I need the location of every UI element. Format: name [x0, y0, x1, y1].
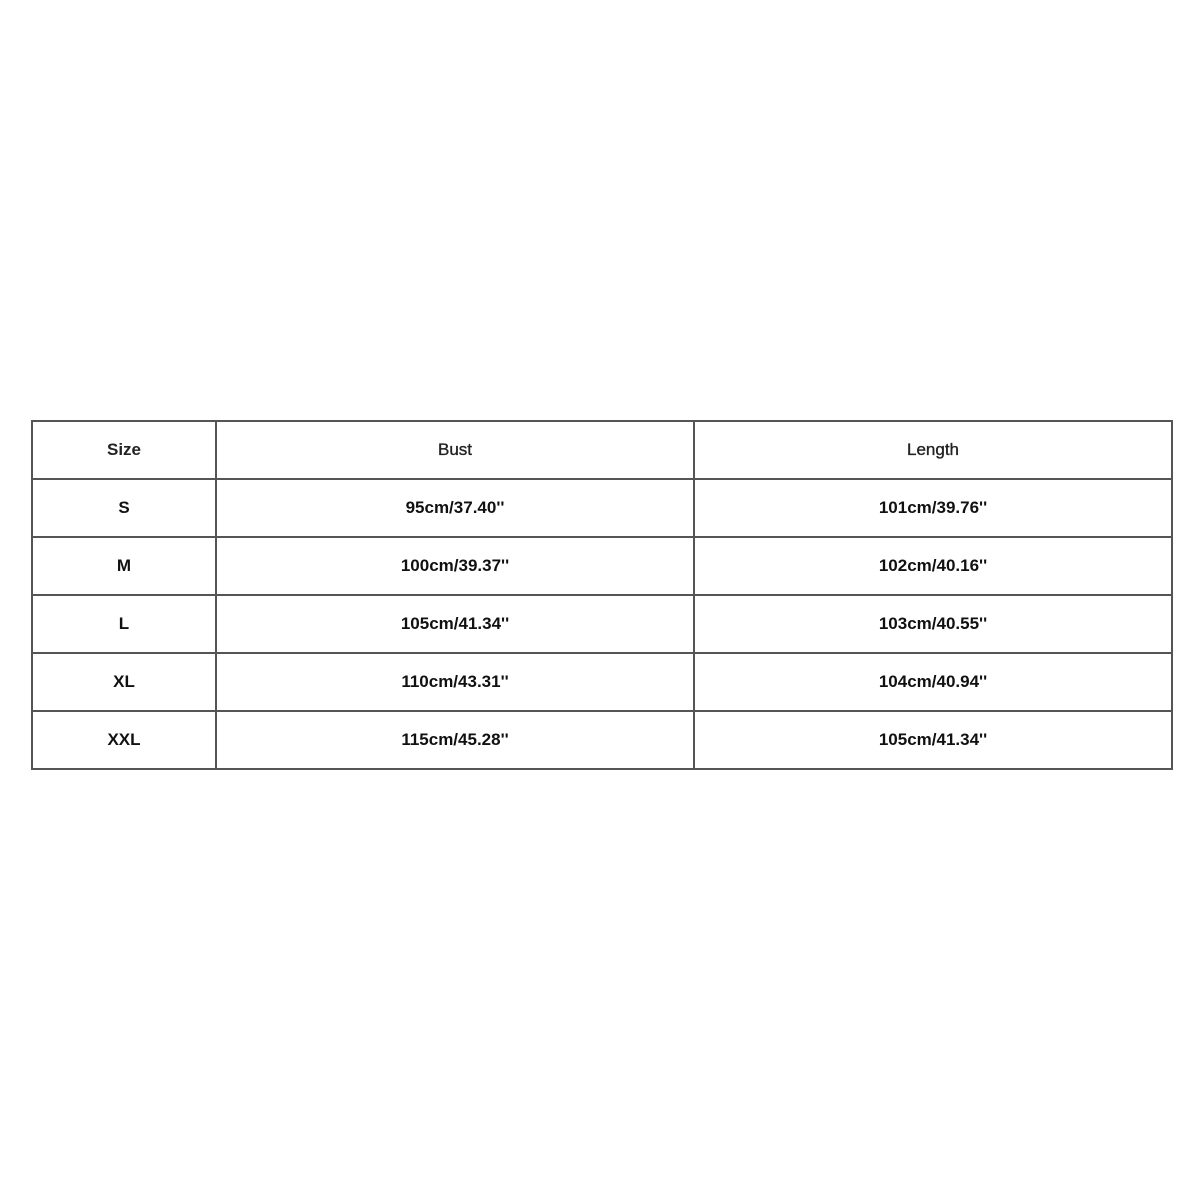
header-size-label: Size [106, 440, 142, 459]
table-row [32, 479, 1172, 537]
table-row [32, 595, 1172, 653]
length-cell: 103cm/40.55'' [694, 595, 1172, 653]
size-cell: M [32, 537, 216, 595]
size-cell: XXL [32, 711, 216, 769]
table-row [32, 537, 1172, 595]
table-row [32, 711, 1172, 769]
bust-cell: 95cm/37.40'' [216, 479, 694, 537]
size-chart-table [31, 420, 1173, 770]
bust-cell: 115cm/45.28'' [216, 711, 694, 769]
header-bust [216, 421, 694, 479]
table-row [32, 653, 1172, 711]
table-header-row [32, 421, 1172, 479]
bust-cell: 100cm/39.37'' [216, 537, 694, 595]
size-cell: L [32, 595, 216, 653]
length-cell: 105cm/41.34'' [694, 711, 1172, 769]
bust-cell: 105cm/41.34'' [216, 595, 694, 653]
header-bust-label: Bust [437, 440, 473, 459]
size-cell: XL [32, 653, 216, 711]
length-cell: 104cm/40.94'' [694, 653, 1172, 711]
bust-cell: 110cm/43.31'' [216, 653, 694, 711]
header-size [32, 421, 216, 479]
header-length [694, 421, 1172, 479]
size-cell: S [32, 479, 216, 537]
length-cell: 102cm/40.16'' [694, 537, 1172, 595]
length-cell: 101cm/39.76'' [694, 479, 1172, 537]
header-length-label: Length [907, 440, 959, 459]
